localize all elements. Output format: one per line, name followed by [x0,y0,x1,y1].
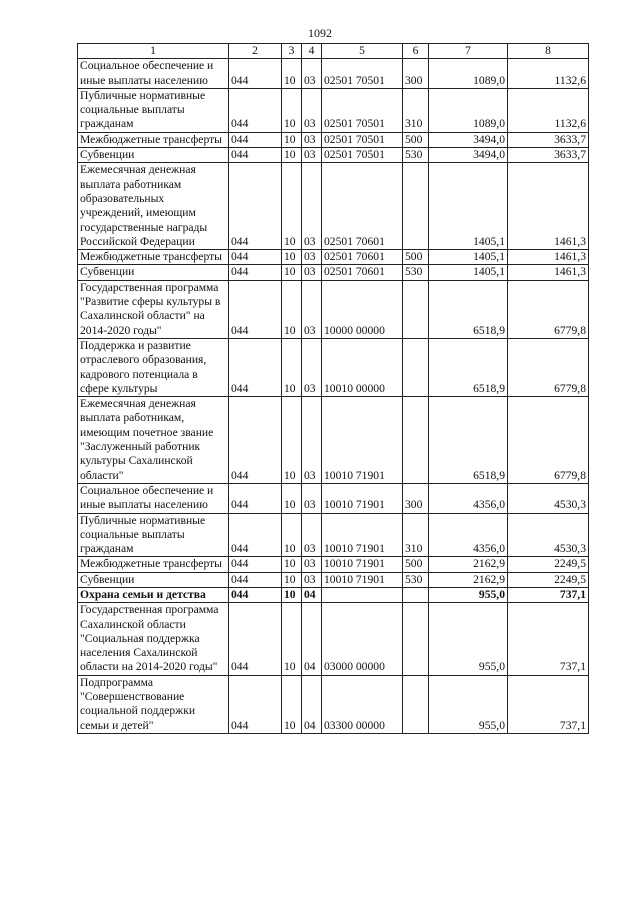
subsection-code: 03 [302,397,322,484]
table-row [78,280,589,338]
table-row [78,148,589,163]
subsection-code: 04 [302,675,322,733]
table-row [78,250,589,265]
section-code: 10 [282,397,302,484]
header-row [78,44,589,59]
target-article-code: 10010 71901 [322,557,403,572]
amount-year-2: 2249,5 [508,572,589,587]
expense-type-code: 310 [403,513,429,557]
amount-year-2: 6779,8 [508,397,589,484]
table-row [78,483,589,513]
ministry-code: 044 [229,675,282,733]
row-name: Ежемесячная денежная выплата работникам, имеющим почетное звание "Заслуженный работник культуры Сахалинской области" [78,397,229,484]
amount-year-1: 1089,0 [429,59,508,89]
row-name: Ежемесячная денежная выплата работникам образовательных учреждений, имеющим государственные награды Российской Федерации [78,163,229,250]
amount-year-2: 3633,7 [508,132,589,147]
column-header: 3 [282,44,302,59]
amount-year-1: 6518,9 [429,338,508,396]
row-name: Социальное обеспечение и иные выплаты населению [78,483,229,513]
ministry-code: 044 [229,603,282,675]
table-row [78,163,589,250]
amount-year-1: 6518,9 [429,280,508,338]
target-article-code: 02501 70501 [322,88,403,132]
table-row [78,603,589,675]
amount-year-1: 6518,9 [429,397,508,484]
table-row [78,513,589,557]
ministry-code: 044 [229,250,282,265]
amount-year-2: 737,1 [508,587,589,602]
amount-year-2: 737,1 [508,603,589,675]
row-name: Публичные нормативные социальные выплаты гражданам [78,88,229,132]
row-name: Подпрограмма "Совершенствование социальной поддержки семьи и детей" [78,675,229,733]
expense-type-code [403,397,429,484]
row-name: Межбюджетные трансферты [78,132,229,147]
ministry-code: 044 [229,88,282,132]
ministry-code: 044 [229,148,282,163]
table-body [78,59,589,734]
expense-type-code [403,280,429,338]
ministry-code: 044 [229,132,282,147]
section-code: 10 [282,572,302,587]
row-name: Социальное обеспечение и иные выплаты населению [78,59,229,89]
expense-type-code [403,675,429,733]
expense-type-code: 530 [403,265,429,280]
ministry-code: 044 [229,557,282,572]
amount-year-2: 1132,6 [508,88,589,132]
ministry-code: 044 [229,572,282,587]
column-header: 6 [403,44,429,59]
expense-type-code [403,587,429,602]
amount-year-1: 1405,1 [429,250,508,265]
subsection-code: 03 [302,483,322,513]
target-article-code: 10000 00000 [322,280,403,338]
column-header: 2 [229,44,282,59]
amount-year-1: 3494,0 [429,148,508,163]
amount-year-2: 1132,6 [508,59,589,89]
expense-type-code [403,163,429,250]
target-article-code: 02501 70501 [322,148,403,163]
ministry-code: 044 [229,397,282,484]
table-row [78,572,589,587]
section-code: 10 [282,675,302,733]
target-article-code: 02501 70501 [322,59,403,89]
ministry-code: 044 [229,513,282,557]
expense-type-code: 500 [403,132,429,147]
amount-year-1: 2162,9 [429,572,508,587]
subsection-code: 03 [302,88,322,132]
column-header: 7 [429,44,508,59]
section-code: 10 [282,59,302,89]
section-code: 10 [282,250,302,265]
target-article-code: 10010 71901 [322,483,403,513]
section-code: 10 [282,265,302,280]
ministry-code: 044 [229,265,282,280]
subsection-code: 03 [302,280,322,338]
target-article-code: 10010 00000 [322,338,403,396]
section-code: 10 [282,88,302,132]
subsection-code: 03 [302,163,322,250]
target-article-code: 10010 71901 [322,572,403,587]
amount-year-2: 1461,3 [508,265,589,280]
amount-year-1: 955,0 [429,675,508,733]
table-row [78,132,589,147]
row-name: Субвенции [78,265,229,280]
target-article-code: 10010 71901 [322,513,403,557]
subsection-code: 03 [302,513,322,557]
section-code: 10 [282,483,302,513]
amount-year-2: 4530,3 [508,513,589,557]
table-row [78,338,589,396]
section-code: 10 [282,513,302,557]
section-code: 10 [282,338,302,396]
expense-type-code [403,338,429,396]
table-row [78,265,589,280]
amount-year-2: 3633,7 [508,148,589,163]
target-article-code: 02501 70601 [322,163,403,250]
row-name: Субвенции [78,148,229,163]
target-article-code: 02501 70601 [322,250,403,265]
target-article-code: 10010 71901 [322,397,403,484]
amount-year-2: 4530,3 [508,483,589,513]
subsection-code: 03 [302,250,322,265]
expense-type-code: 310 [403,88,429,132]
amount-year-1: 1405,1 [429,265,508,280]
table-row [78,675,589,733]
budget-table [77,43,589,734]
target-article-code: 03000 00000 [322,603,403,675]
target-article-code: 03300 00000 [322,675,403,733]
table-row [78,397,589,484]
ministry-code: 044 [229,338,282,396]
ministry-code: 044 [229,280,282,338]
subsection-code: 04 [302,603,322,675]
amount-year-1: 955,0 [429,603,508,675]
subsection-code: 03 [302,132,322,147]
subsection-code: 03 [302,557,322,572]
target-article-code [322,587,403,602]
expense-type-code: 530 [403,572,429,587]
ministry-code: 044 [229,587,282,602]
row-name: Субвенции [78,572,229,587]
row-name: Публичные нормативные социальные выплаты гражданам [78,513,229,557]
amount-year-1: 3494,0 [429,132,508,147]
row-name: Межбюджетные трансферты [78,250,229,265]
row-name: Государственная программа Сахалинской области "Социальная поддержка населения Сахалинской области на 2014-2020 годы" [78,603,229,675]
table-row [78,88,589,132]
column-header: 8 [508,44,589,59]
expense-type-code: 300 [403,483,429,513]
ministry-code: 044 [229,163,282,250]
subsection-code: 03 [302,338,322,396]
row-name: Государственная программа "Развитие сферы культуры в Сахалинской области" на 2014-2020 годы" [78,280,229,338]
column-header: 5 [322,44,403,59]
expense-type-code: 300 [403,59,429,89]
column-header: 4 [302,44,322,59]
subsection-code: 03 [302,572,322,587]
amount-year-1: 1089,0 [429,88,508,132]
table-row [78,557,589,572]
amount-year-2: 1461,3 [508,250,589,265]
subsection-code: 03 [302,265,322,280]
expense-type-code: 530 [403,148,429,163]
page-number: 1092 [308,26,332,40]
row-name: Охрана семьи и детства [78,587,229,602]
column-header: 1 [78,44,229,59]
amount-year-1: 4356,0 [429,483,508,513]
target-article-code: 02501 70601 [322,265,403,280]
table-row [78,587,589,602]
section-code: 10 [282,148,302,163]
subsection-code: 03 [302,59,322,89]
ministry-code: 044 [229,483,282,513]
amount-year-1: 1405,1 [429,163,508,250]
amount-year-2: 6779,8 [508,280,589,338]
ministry-code: 044 [229,59,282,89]
row-name: Межбюджетные трансферты [78,557,229,572]
target-article-code: 02501 70501 [322,132,403,147]
amount-year-2: 2249,5 [508,557,589,572]
amount-year-2: 737,1 [508,675,589,733]
row-name: Поддержка и развитие отраслевого образования, кадрового потенциала в сфере культуры [78,338,229,396]
table-row [78,59,589,89]
amount-year-2: 1461,3 [508,163,589,250]
amount-year-2: 6779,8 [508,338,589,396]
section-code: 10 [282,603,302,675]
expense-type-code: 500 [403,557,429,572]
expense-type-code: 500 [403,250,429,265]
section-code: 10 [282,132,302,147]
subsection-code: 04 [302,587,322,602]
subsection-code: 03 [302,148,322,163]
amount-year-1: 955,0 [429,587,508,602]
amount-year-1: 4356,0 [429,513,508,557]
section-code: 10 [282,163,302,250]
section-code: 10 [282,280,302,338]
expense-type-code [403,603,429,675]
section-code: 10 [282,587,302,602]
section-code: 10 [282,557,302,572]
amount-year-1: 2162,9 [429,557,508,572]
